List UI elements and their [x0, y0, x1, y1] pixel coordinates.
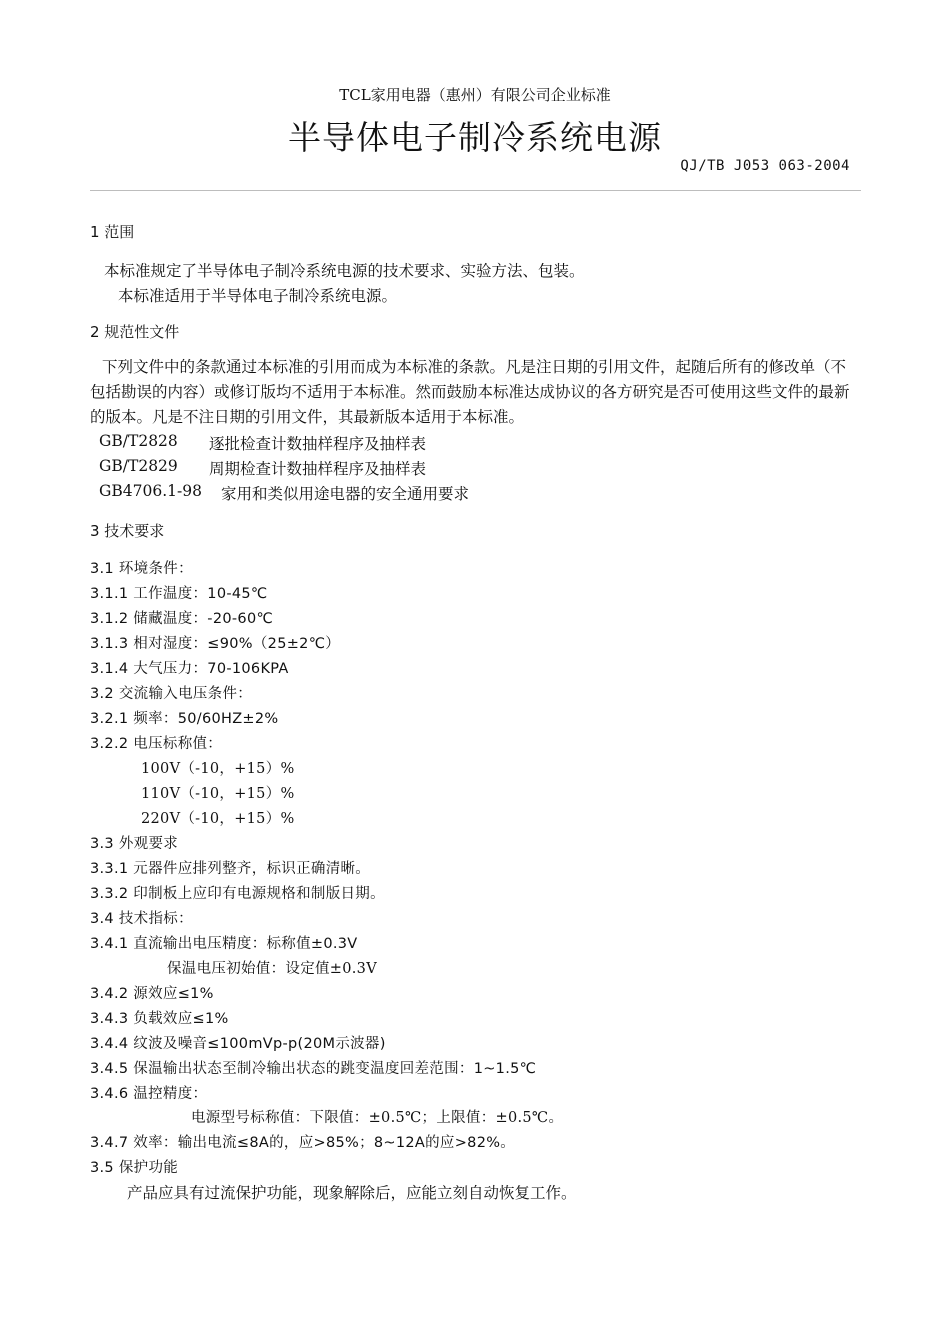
- section-heading-technical-requirements: 3 技术要求: [90, 522, 165, 540]
- voltage-value: 220V（-10，+15）%: [141, 811, 295, 827]
- clause-3-4-6: 3.4.6 温控精度：: [90, 1086, 208, 1102]
- standard-number: QJ/TB J053 063-2004: [680, 158, 850, 174]
- normative-references-paragraph: 下列文件中的条款通过本标准的引用而成为本标准的条款。凡是注日期的引用文件，起随后所有的修改单（不包括勘误的内容）或修订版均不适用于本标准。然而鼓励本标准达成协议的各方研究是否可使用这些文件的最新的版本。凡是不注日期的引用文件，其最新版本适用于本标准。: [90, 358, 850, 426]
- scope-paragraph-2: 本标准适用于半导体电子制冷系统电源。: [118, 287, 398, 305]
- clause-3-1-2: 3.1.2 储藏温度：-20-60℃: [90, 611, 274, 627]
- document-title: 半导体电子制冷系统电源: [288, 118, 662, 157]
- clause-3-2-2: 3.2.2 电压标称值：: [90, 736, 223, 752]
- section-heading-scope: 1 范围: [90, 223, 135, 241]
- clause-3-1-3: 3.1.3 相对湿度：≤90%（25±2℃）: [90, 636, 341, 652]
- voltage-value: 100V（-10，+15）%: [141, 761, 295, 777]
- section-heading-normative-references: 2 规范性文件: [90, 323, 180, 341]
- clause-3-4-6-continuation: 电源型号标称值：下限值：±0.5℃；上限值：±0.5℃。: [191, 1110, 564, 1126]
- company-name: TCL家用电器（惠州）有限公司企业标准: [339, 86, 611, 104]
- scope-paragraph-1: 本标准规定了半导体电子制冷系统电源的技术要求、实验方法、包装。: [104, 262, 585, 280]
- reference-title: 周期检查计数抽样程序及抽样表: [209, 460, 427, 478]
- clause-3-4-2: 3.4.2 源效应≤1%: [90, 986, 214, 1002]
- clause-3-3-2: 3.3.2 印制板上应印有电源规格和制版日期。: [90, 886, 385, 902]
- reference-title: 家用和类似用途电器的安全通用要求: [221, 485, 470, 503]
- clause-3-2: 3.2 交流输入电压条件：: [90, 686, 253, 702]
- clause-3-2-1: 3.2.1 频率：50/60HZ±2%: [90, 711, 279, 727]
- clause-3-3: 3.3 外观要求: [90, 836, 179, 852]
- clause-3-1-4: 3.1.4 大气压力：70-106KPA: [90, 661, 289, 677]
- header-divider: [90, 190, 861, 191]
- clause-3-3-1: 3.3.1 元器件应排列整齐，标识正确清晰。: [90, 861, 371, 877]
- voltage-value: 110V（-10，+15）%: [141, 786, 295, 802]
- clause-3-4-1: 3.4.1 直流输出电压精度：标称值±0.3V: [90, 936, 358, 952]
- clause-3-4-3: 3.4.3 负载效应≤1%: [90, 1011, 229, 1027]
- clause-3-5: 3.5 保护功能: [90, 1160, 179, 1176]
- clause-3-4-7: 3.4.7 效率：输出电流≤8A的，应>85%；8~12A的应>82%。: [90, 1135, 516, 1151]
- clause-3-4-4: 3.4.4 纹波及噪音≤100mVp-p(20M示波器): [90, 1036, 386, 1052]
- clause-3-4-5: 3.4.5 保温输出状态至制冷输出状态的跳变温度回差范围：1~1.5℃: [90, 1061, 537, 1077]
- reference-code: GB/T2828: [99, 432, 178, 450]
- reference-title: 逐批检查计数抽样程序及抽样表: [209, 435, 427, 453]
- clause-3-5-text: 产品应具有过流保护功能，现象解除后，应能立刻自动恢复工作。: [127, 1184, 577, 1202]
- clause-3-1-1: 3.1.1 工作温度：10-45℃: [90, 586, 268, 602]
- clause-3-4-1-continuation: 保温电压初始值：设定值±0.3V: [167, 961, 377, 977]
- reference-code: GB4706.1-98: [99, 482, 202, 500]
- reference-code: GB/T2829: [99, 457, 178, 475]
- clause-3-4: 3.4 技术指标：: [90, 911, 193, 927]
- clause-3-1: 3.1 环境条件：: [90, 561, 193, 577]
